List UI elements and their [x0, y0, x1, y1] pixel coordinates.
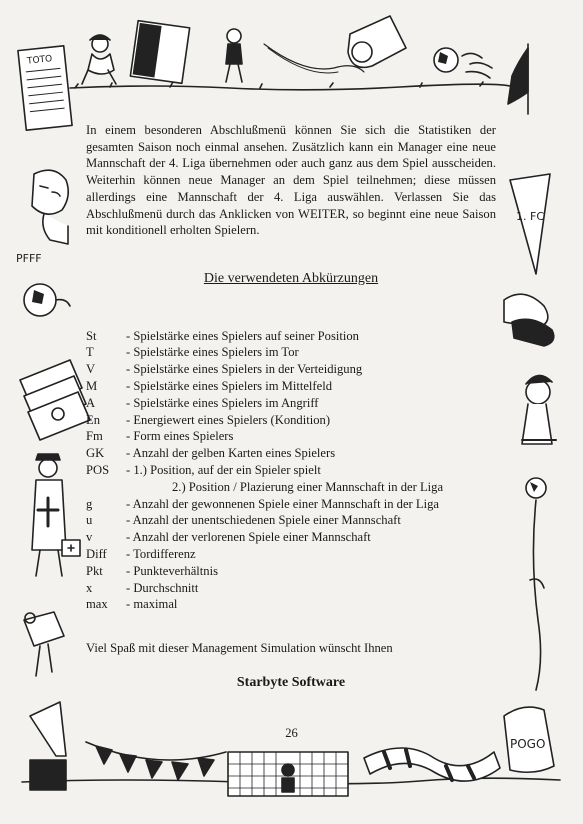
- abbreviation-key: g: [86, 496, 93, 511]
- abbreviation-definition: - Spielstärke eines Spielers im Mittelfeld: [126, 379, 333, 394]
- standing-player-icon: [226, 29, 242, 82]
- abbreviation-definition: - Anzahl der gewonnenen Spiele einer Mannschaft in der Liga: [126, 496, 439, 511]
- abbreviation-key: POS: [86, 463, 110, 477]
- abbreviation-key: En: [86, 412, 100, 427]
- abbreviation-definition: - Anzahl der unentschiedenen Spiele einer Mannschaft: [126, 513, 401, 528]
- medic-icon: [32, 454, 80, 576]
- abbreviation-definition: - Durchschnitt: [126, 580, 199, 595]
- abbreviation-key: M: [86, 379, 98, 394]
- abbreviation-definition: - Spielstärke eines Spielers im Angriff: [126, 395, 319, 410]
- ball-icon-left: [24, 284, 70, 316]
- main-content: [86, 122, 496, 692]
- whistle-icon: [264, 16, 406, 73]
- abbreviation-key: Pkt: [86, 563, 103, 578]
- horn-icon: [30, 702, 66, 790]
- referee-card-icon: [130, 21, 189, 84]
- scarf-icon: [364, 748, 500, 781]
- closing-line: Viel Spaß mit dieser Management Simulation wünscht Ihnen: [86, 641, 393, 656]
- abbreviation-definition: - Anzahl der gelben Karten eines Spielers: [126, 446, 336, 461]
- abbreviations-heading: Die verwendeten Abkürzungen: [203, 270, 379, 286]
- juggling-player-icon: [526, 478, 546, 690]
- abbreviation-definition: - Spielstärke eines Spielers in der Verteidigung: [126, 362, 363, 377]
- abbreviation-row: [86, 529, 496, 546]
- abbreviation-key: [86, 479, 126, 496]
- abbreviation-definition: - Energiewert eines Spielers (Kondition): [126, 412, 331, 427]
- abbreviation-definition: - Tordifferenz: [126, 546, 196, 561]
- ball-splash-icon: [434, 48, 492, 78]
- goal-keeper-icon: [228, 752, 348, 796]
- abbreviation-key: u: [86, 513, 93, 528]
- page-number: 26: [285, 726, 298, 740]
- abbreviation-key: Diff: [86, 546, 107, 561]
- signature: Starbyte Software: [236, 674, 346, 690]
- cheering-player-icon: [82, 35, 116, 84]
- abbreviation-row: [86, 395, 496, 412]
- abbreviation-row: [86, 344, 496, 361]
- abbreviation-row: [86, 462, 496, 479]
- abbreviation-definition: - Anzahl der verlorenen Spiele einer Mannschaft: [126, 530, 371, 545]
- abbreviation-row: [86, 546, 496, 563]
- abbreviation-key: St: [86, 328, 97, 343]
- abbreviation-definition: - 1.) Position, auf der ein Spieler spielt: [126, 463, 321, 477]
- abbreviation-row: [86, 580, 496, 597]
- corner-flag-icon: [508, 44, 528, 114]
- abbreviation-row: [86, 361, 496, 378]
- abbreviation-row: [86, 496, 496, 513]
- abbreviation-definition: - Form eines Spielers: [126, 429, 234, 444]
- money-bills-icon: [20, 360, 90, 440]
- abbreviation-key: A: [86, 395, 96, 410]
- abbreviation-row: [86, 563, 496, 580]
- abbreviation-definition: - Punkteverhältnis: [126, 563, 218, 578]
- abbreviation-key: v: [86, 530, 93, 545]
- abbreviation-row: [86, 445, 496, 462]
- abbreviation-definition: - Spielstärke eines Spielers auf seiner Position: [126, 328, 359, 343]
- abbreviation-row: [86, 328, 496, 345]
- abbreviation-row: [86, 412, 496, 429]
- abbreviation-definition: - maximal: [126, 597, 178, 612]
- abbreviation-key: GK: [86, 446, 105, 461]
- abbreviation-row: [86, 378, 496, 395]
- pennant-label: 1. FC: [516, 210, 544, 223]
- abbreviation-key: x: [86, 580, 93, 595]
- shouting-face-icon: [32, 170, 68, 244]
- abbreviation-row: [86, 596, 496, 613]
- camera-icon: [24, 612, 64, 676]
- football-boots-icon: [504, 294, 554, 346]
- abbreviation-row: [86, 479, 496, 496]
- abbreviation-key: max: [86, 597, 108, 612]
- abbreviation-row: [86, 512, 496, 529]
- toto-label: TOTO: [26, 54, 53, 67]
- bunting-icon: [86, 742, 226, 780]
- abbreviation-definition: - Spielstärke eines Spielers im Tor: [126, 345, 299, 360]
- abbreviation-row: [86, 428, 496, 445]
- pennant-icon: [510, 174, 550, 274]
- abbreviation-key: T: [86, 345, 94, 360]
- cheering-fan-icon: [522, 375, 556, 444]
- abbreviation-key: V: [86, 362, 96, 377]
- pfff-label: PFFF: [16, 252, 42, 265]
- abbreviations-list: [86, 328, 496, 614]
- top-grass-line: [70, 84, 510, 90]
- abbreviation-definition: 2.) Position / Plazierung einer Mannschaft in der Liga: [172, 479, 444, 494]
- banner-label: POGO: [510, 737, 546, 751]
- toto-ticket-icon: [18, 46, 72, 130]
- intro-paragraph: In einem besonderen Abschlußmenü können Sie sich die Statistiken der gesamten Saison noch einmal ansehen. Zusätzlich kann ein Manager eine neue Mannschaft der 4. Liga übernehmen oder auch ganz aus dem Spiel ausscheiden. Weiterhin können neue Manager an dem Spiel teilnehmen; diese müssen allerdings eine Mannschaft der 4. Liga auswählen. Verlassen Sie das Abschlußmenü durch das Anklicken von WEITER, so beginnt eine neue Saison mit konditionell erholten Spielern.: [86, 123, 496, 238]
- abbreviation-key: Fm: [86, 429, 103, 444]
